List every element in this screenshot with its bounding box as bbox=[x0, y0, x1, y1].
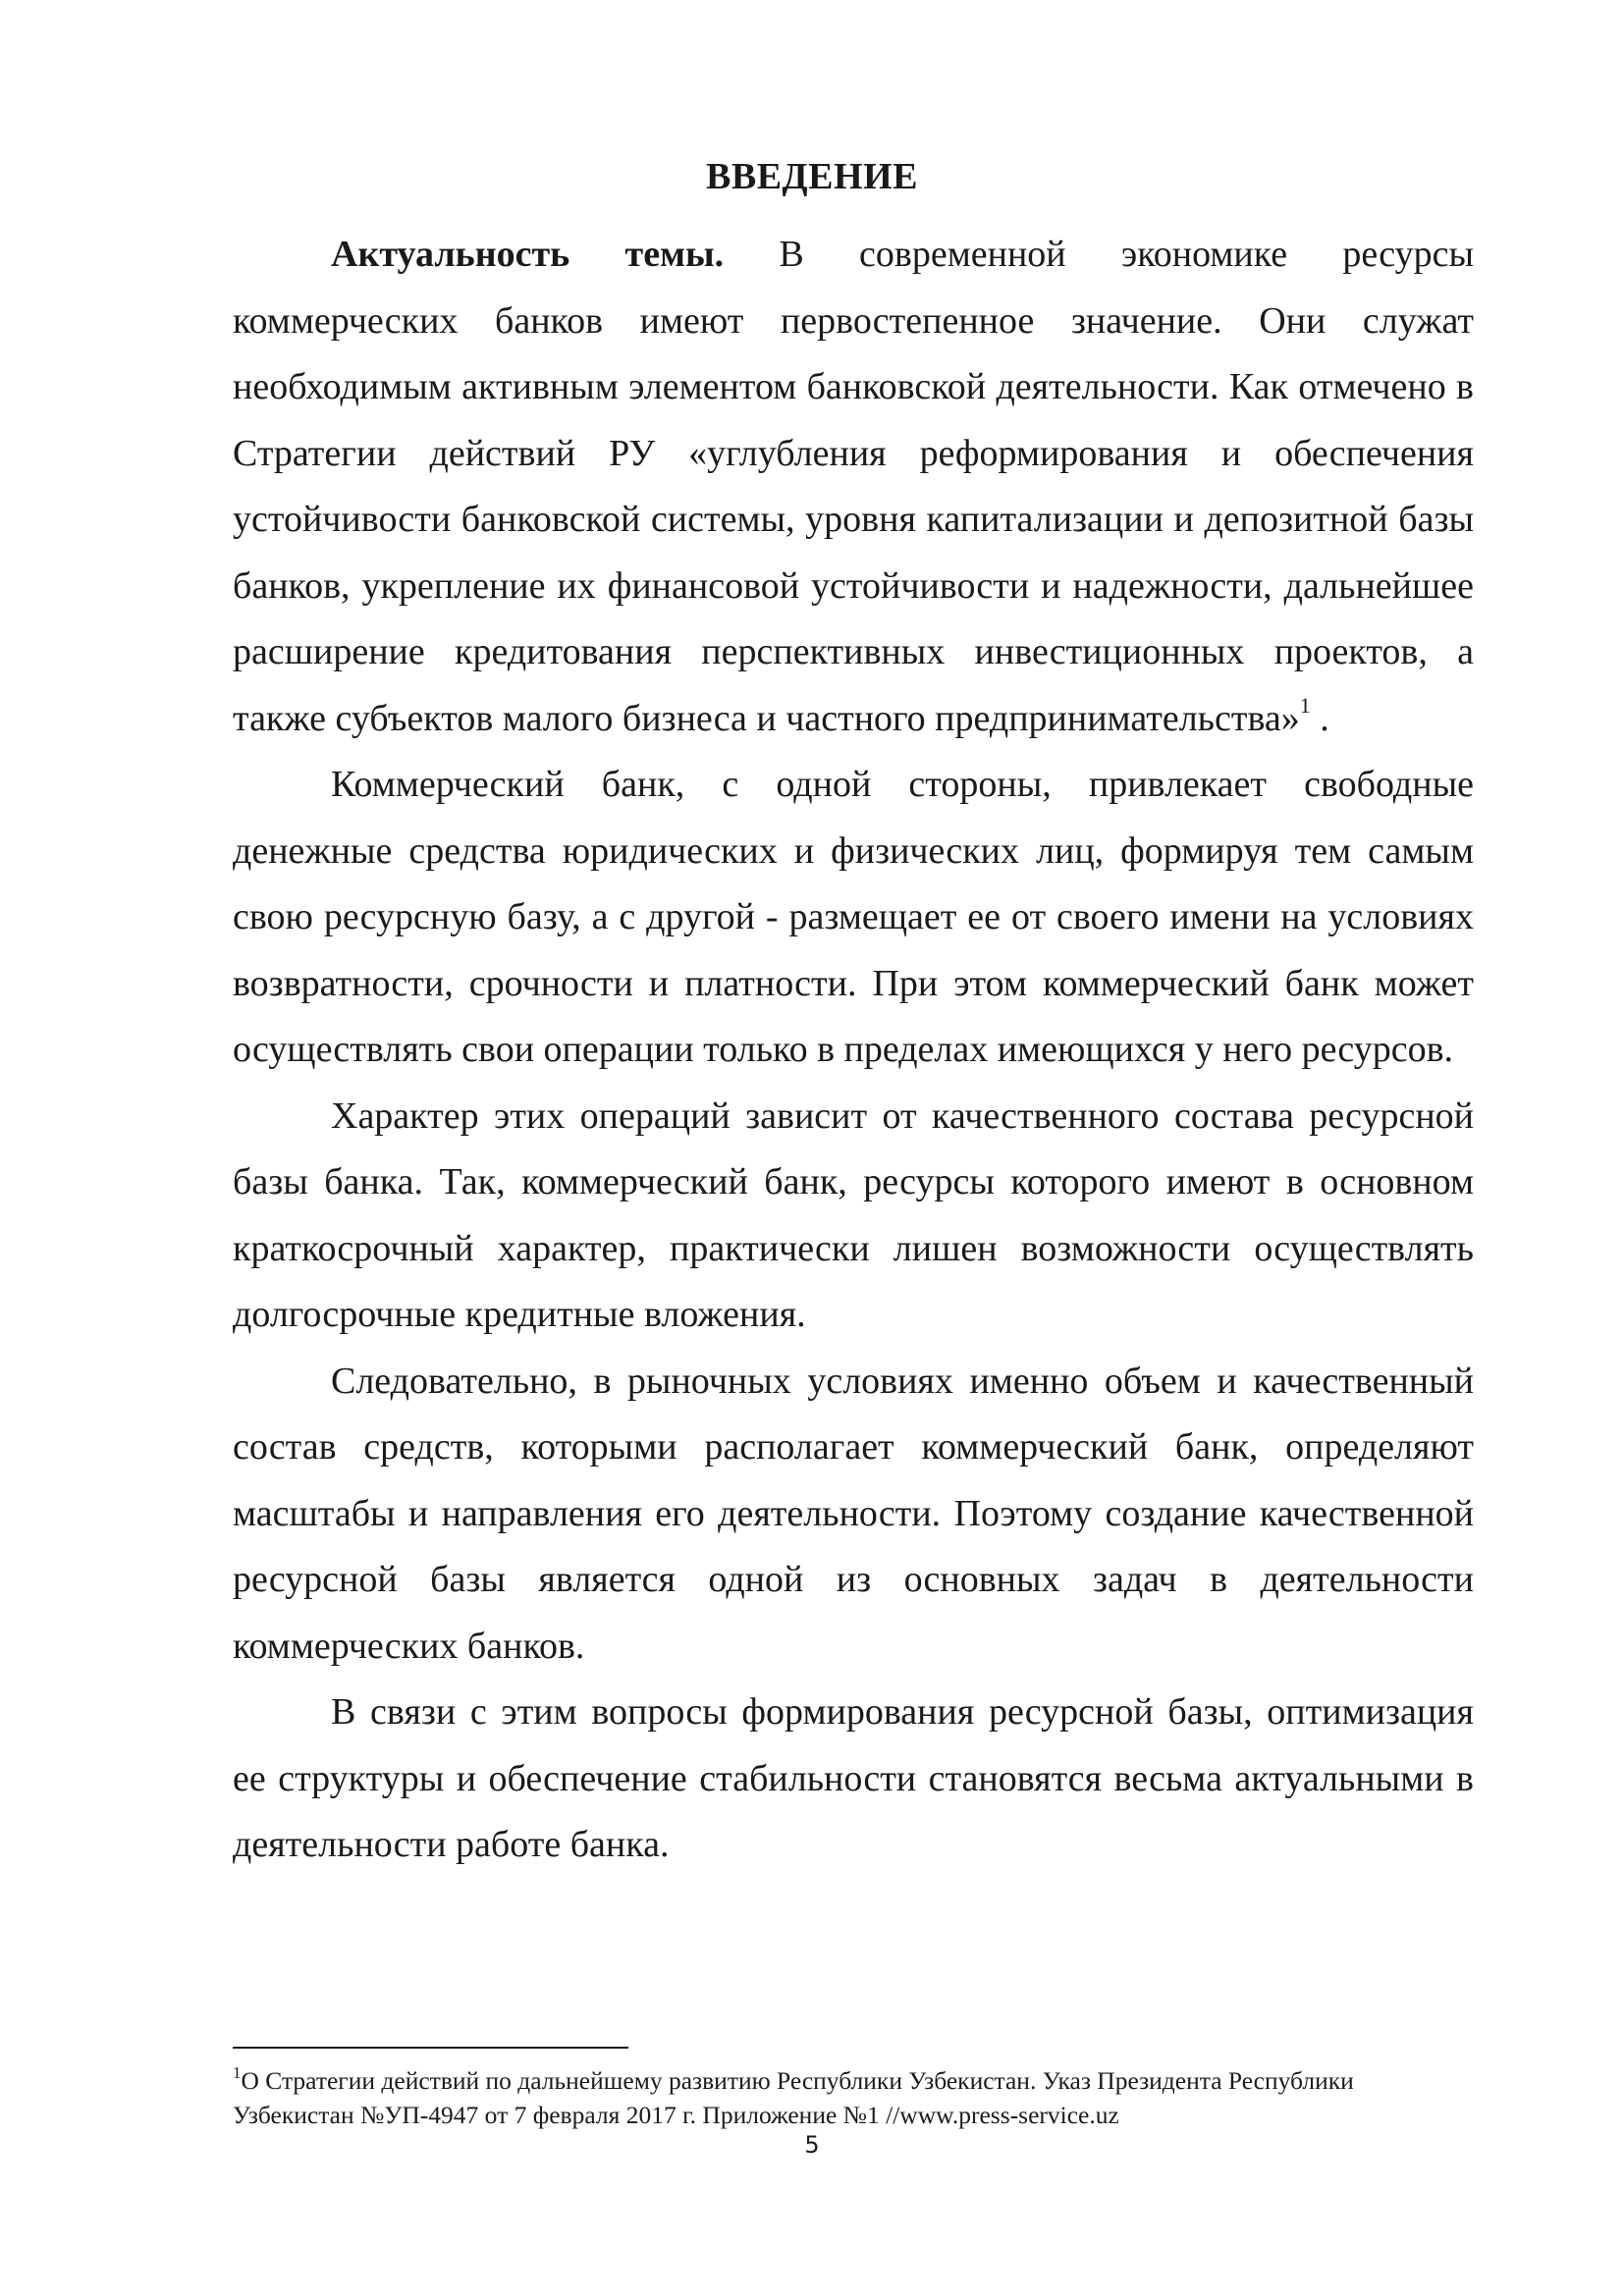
page-number: 5 bbox=[804, 2131, 820, 2159]
footnote-text: О Стратегии действий по дальнейшему развитию Республики Узбекистан. Указ Президента Республики Узбекистан №УП-4947 от 7 февраля 2017 г. Приложение №1 //www.press-service.uz bbox=[233, 2066, 1354, 2129]
footnote-mark: 1 bbox=[233, 2063, 242, 2082]
footnote-separator bbox=[233, 2047, 628, 2049]
footnote bbox=[233, 2063, 1474, 2132]
body-text bbox=[233, 222, 1474, 1879]
paragraph-lead: Актуальность темы. bbox=[331, 234, 725, 275]
paragraph-text: В современной экономике ресурсы коммерческих банков имеют первостепенное значение. Они служат необходимым активным элементом банковской деятельности. Как отмечено в Стратегии действий РУ «углубления реформирования и обеспечения устойчивости банковской системы, уровня капитализации и депозитной базы банков, укрепление их финансовой устойчивости и надежности, дальнейшее расширение кредитования перспективных инвестиционных проектов, а также субъектов малого бизнеса и частного предпринимательства» bbox=[233, 234, 1474, 739]
paragraph-tail: . bbox=[1310, 697, 1329, 739]
paragraph-relevance bbox=[233, 222, 1474, 752]
paragraph: Следовательно, в рыночных условиях именно объем и качественный состав средств, которыми располагает коммерческий банк, определяют масштабы и направления его деятельности. Поэтому создание качественной ресурсной базы является одной из основных задач в деятельности коммерческих банков. bbox=[233, 1360, 1474, 1667]
paragraph: Коммерческий банк, с одной стороны, привлекает свободные денежные средства юридических и физических лиц, формируя тем самым свою ресурсную базу, а с другой - размещает ее от своего имени на условиях возвратности, срочности и платности. При этом коммерческий банк может осуществлять свои операции только в пределах имеющихся у него ресурсов. bbox=[233, 764, 1474, 1070]
section-heading: ВВЕДЕНИЕ bbox=[706, 156, 918, 197]
paragraph: В связи с этим вопросы формирования ресурсной базы, оптимизация ее структуры и обеспечение стабильности становятся весьма актуальными в деятельности работе банка. bbox=[233, 1691, 1474, 1865]
footnote-reference[interactable]: 1 bbox=[1299, 692, 1311, 718]
paragraph: Характер этих операций зависит от качественного состава ресурсной базы банка. Так, коммерческий банк, ресурсы которого имеют в основном краткосрочный характер, практически лишен возможности осуществлять долгосрочные кредитные вложения. bbox=[233, 1095, 1474, 1335]
